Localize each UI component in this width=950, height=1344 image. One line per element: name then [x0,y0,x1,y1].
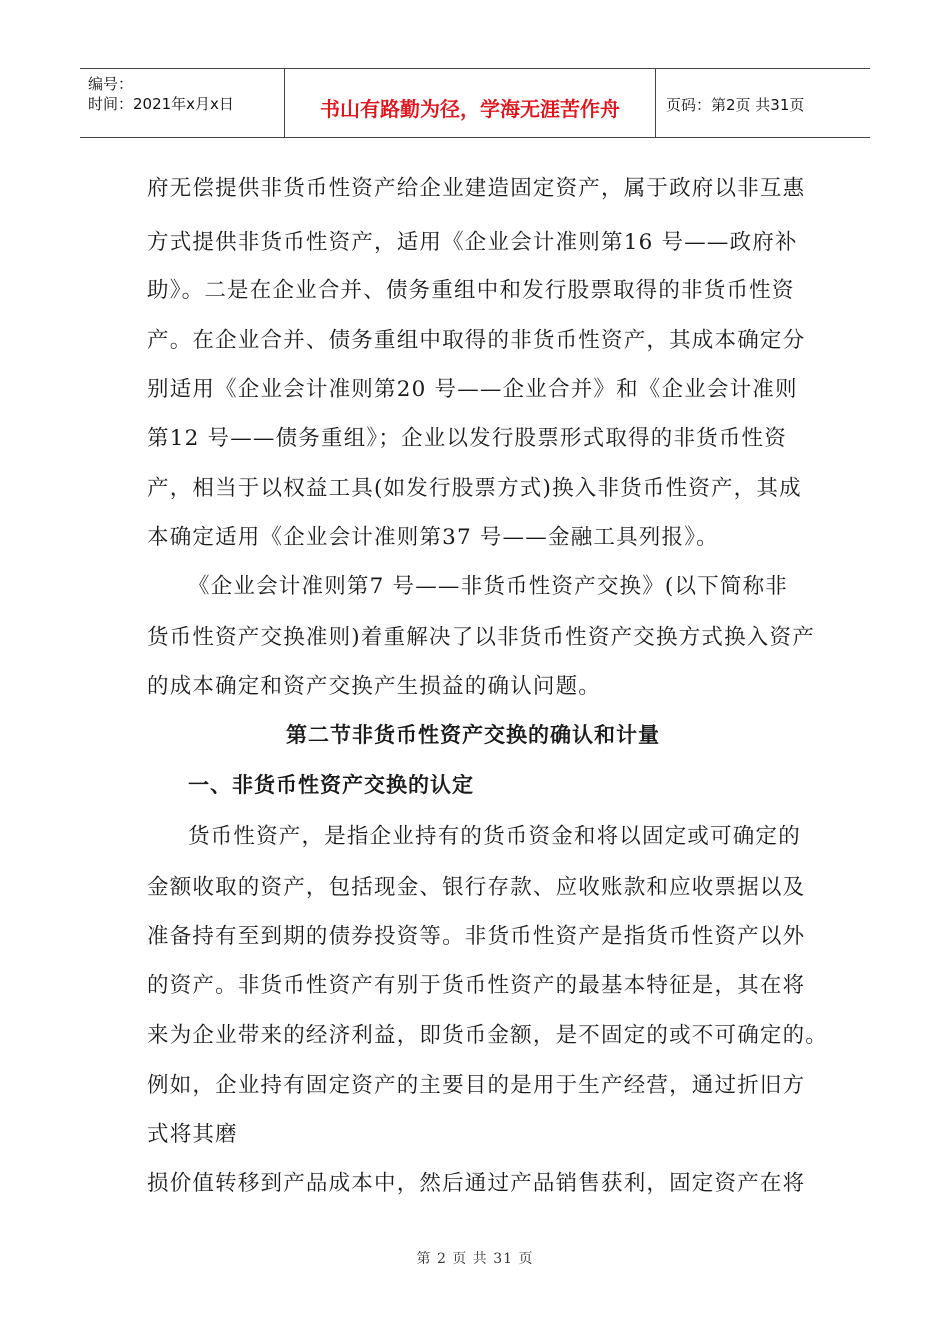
body-line: 式将其磨 [147,1122,238,1147]
header-left-cell [80,69,285,137]
section-heading: 第二节非货币性资产交换的确认和计量 [286,723,660,747]
body-line: 货币性资产，是指企业持有的货币资金和将以固定或可确定的 [188,824,801,849]
body-line: 货币性资产交换准则)着重解决了以非货币性资产交换方式换入资产 [147,625,815,650]
header-table [80,68,870,138]
header-motto: 书山有路勤为径，学海无涯苦作舟 [320,97,620,121]
body-line: 来为企业带来的经济利益，即货币金额，是不固定的或不可确定的。 [147,1023,829,1048]
header-page-info: 页码：第2页 共31页 [666,96,805,114]
body-line: 本确定适用《企业会计准则第37 号——金融工具列报》。 [147,525,719,550]
document-number-label: 编号： [88,75,134,93]
body-line: 产。在企业合并、债务重组中取得的非货币性资产，其成本确定分 [147,328,806,353]
subsection-heading: 一、非货币性资产交换的认定 [188,773,474,797]
body-line: 的成本确定和资产交换产生损益的确认问题。 [147,674,602,699]
body-line: 产，相当于以权益工具(如发行股票方式)换入非货币性资产，其成 [147,476,802,501]
header-right-cell [656,69,870,137]
body-line: 府无偿提供非货币性资产给企业建造固定资产，属于政府以非互惠 [147,176,806,201]
body-line: 方式提供非货币性资产，适用《企业会计准则第16 号——政府补 [147,230,798,255]
body-line: 准备持有至到期的债券投资等。非货币性资产是指货币性资产以外 [147,924,806,949]
header-center-cell [285,69,656,137]
page-footer: 第 2 页 共 31 页 [416,1251,534,1267]
body-line: 的资产。非货币性资产有别于货币性资产的最基本特征是，其在将 [147,973,806,998]
body-line: 《企业会计准则第7 号——非货币性资产交换》(以下简称非 [188,574,789,599]
body-line: 金额收取的资产，包括现金、银行存款、应收账款和应收票据以及 [147,875,806,900]
body-line: 助》。二是在企业合并、债务重组中和发行股票取得的非货币性资 [147,278,795,303]
body-line: 损价值转移到产品成本中，然后通过产品销售获利，固定资产在将 [147,1171,806,1196]
body-line: 别适用《企业会计准则第20 号——企业合并》和《企业会计准则 [147,377,798,402]
body-line: 例如，企业持有固定资产的主要目的是用于生产经营，通过折旧方 [147,1073,806,1098]
body-line: 第12 号——债务重组》；企业以发行股票形式取得的非货币性资 [147,426,787,451]
document-date-label: 时间：2021年x月x日 [88,95,234,113]
